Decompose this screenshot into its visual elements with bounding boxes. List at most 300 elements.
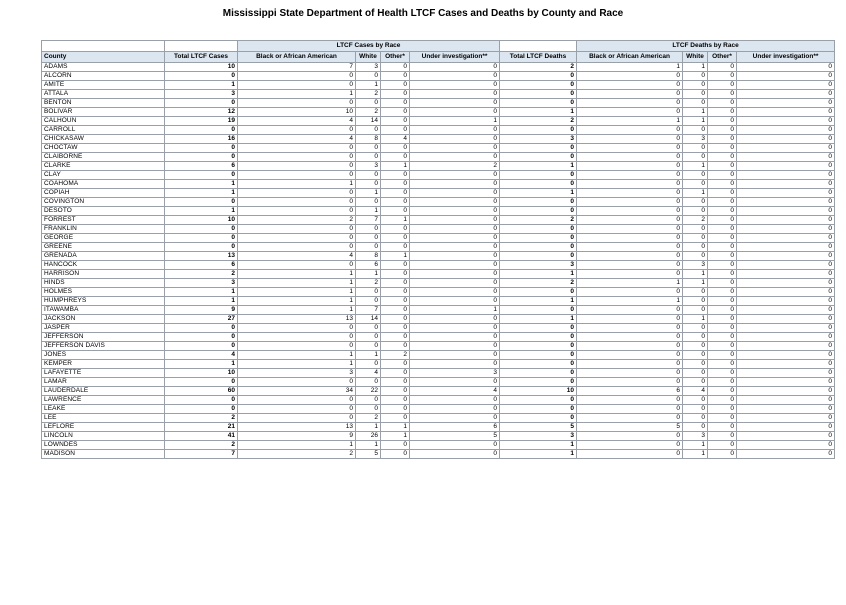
cell-cases-white: 0 bbox=[356, 360, 381, 369]
cell-cases-under-investigation: 0 bbox=[410, 324, 500, 333]
cell-cases-white: 14 bbox=[356, 117, 381, 126]
cell-deaths-other: 0 bbox=[708, 378, 737, 387]
cell-cases-other: 0 bbox=[381, 189, 410, 198]
cell-total-cases: 16 bbox=[165, 135, 238, 144]
cell-deaths-under-investigation: 0 bbox=[737, 225, 835, 234]
cell-deaths-other: 0 bbox=[708, 72, 737, 81]
cell-cases-under-investigation: 0 bbox=[410, 180, 500, 189]
cell-cases-under-investigation: 0 bbox=[410, 297, 500, 306]
cell-total-cases: 0 bbox=[165, 99, 238, 108]
cell-cases-black: 0 bbox=[238, 261, 356, 270]
cell-deaths-black: 0 bbox=[577, 207, 683, 216]
cell-cases-white: 7 bbox=[356, 306, 381, 315]
cell-cases-black: 1 bbox=[238, 90, 356, 99]
cell-cases-under-investigation: 0 bbox=[410, 441, 500, 450]
cell-deaths-black: 0 bbox=[577, 162, 683, 171]
cell-cases-other: 0 bbox=[381, 297, 410, 306]
table-row bbox=[42, 153, 835, 162]
cell-county: HANCOCK bbox=[42, 261, 165, 270]
cell-deaths-other: 0 bbox=[708, 423, 737, 432]
cell-county: HOLMES bbox=[42, 288, 165, 297]
cell-deaths-under-investigation: 0 bbox=[737, 432, 835, 441]
cell-total-cases: 6 bbox=[165, 162, 238, 171]
cell-total-cases: 1 bbox=[165, 288, 238, 297]
cell-total-deaths: 3 bbox=[500, 432, 577, 441]
cell-total-deaths: 0 bbox=[500, 333, 577, 342]
cell-total-cases: 0 bbox=[165, 171, 238, 180]
cell-total-deaths: 0 bbox=[500, 81, 577, 90]
cell-deaths-white: 0 bbox=[683, 351, 708, 360]
cell-total-deaths: 0 bbox=[500, 378, 577, 387]
cell-deaths-white: 0 bbox=[683, 198, 708, 207]
cell-county: GEORGE bbox=[42, 234, 165, 243]
cell-total-deaths: 0 bbox=[500, 144, 577, 153]
cell-total-cases: 27 bbox=[165, 315, 238, 324]
cell-deaths-white: 1 bbox=[683, 117, 708, 126]
cell-cases-under-investigation: 0 bbox=[410, 405, 500, 414]
cell-cases-white: 1 bbox=[356, 270, 381, 279]
cell-cases-other: 0 bbox=[381, 306, 410, 315]
cell-deaths-white: 0 bbox=[683, 180, 708, 189]
cell-cases-white: 26 bbox=[356, 432, 381, 441]
cell-total-deaths: 0 bbox=[500, 243, 577, 252]
cell-cases-black: 4 bbox=[238, 117, 356, 126]
cell-deaths-under-investigation: 0 bbox=[737, 315, 835, 324]
cell-county: CARROLL bbox=[42, 126, 165, 135]
cell-deaths-under-investigation: 0 bbox=[737, 333, 835, 342]
table-row bbox=[42, 441, 835, 450]
cell-deaths-under-investigation: 0 bbox=[737, 261, 835, 270]
cell-deaths-black: 0 bbox=[577, 99, 683, 108]
table-row bbox=[42, 135, 835, 144]
cell-deaths-under-investigation: 0 bbox=[737, 126, 835, 135]
cell-total-cases: 0 bbox=[165, 243, 238, 252]
cell-cases-under-investigation: 0 bbox=[410, 108, 500, 117]
cell-cases-other: 0 bbox=[381, 342, 410, 351]
cell-deaths-black: 0 bbox=[577, 324, 683, 333]
cell-cases-white: 5 bbox=[356, 450, 381, 459]
cell-deaths-white: 1 bbox=[683, 189, 708, 198]
cell-total-cases: 7 bbox=[165, 450, 238, 459]
cell-total-cases: 9 bbox=[165, 306, 238, 315]
cell-cases-under-investigation: 0 bbox=[410, 207, 500, 216]
cell-cases-other: 0 bbox=[381, 81, 410, 90]
column-header-county: County bbox=[42, 52, 165, 63]
table-row bbox=[42, 72, 835, 81]
ltcf-table bbox=[41, 40, 835, 459]
table-row bbox=[42, 243, 835, 252]
cell-deaths-black: 0 bbox=[577, 333, 683, 342]
cell-deaths-under-investigation: 0 bbox=[737, 324, 835, 333]
cell-total-deaths: 0 bbox=[500, 414, 577, 423]
cell-deaths-white: 0 bbox=[683, 81, 708, 90]
cell-cases-other: 0 bbox=[381, 207, 410, 216]
cell-cases-black: 0 bbox=[238, 234, 356, 243]
table-row bbox=[42, 270, 835, 279]
cell-total-deaths: 0 bbox=[500, 306, 577, 315]
cell-deaths-other: 0 bbox=[708, 405, 737, 414]
column-header-row bbox=[42, 52, 835, 63]
cell-deaths-other: 0 bbox=[708, 351, 737, 360]
cell-cases-under-investigation: 0 bbox=[410, 288, 500, 297]
cell-cases-under-investigation: 0 bbox=[410, 216, 500, 225]
cell-county: JASPER bbox=[42, 324, 165, 333]
cell-deaths-black: 0 bbox=[577, 171, 683, 180]
cell-deaths-other: 0 bbox=[708, 342, 737, 351]
cell-cases-other: 0 bbox=[381, 126, 410, 135]
cell-deaths-other: 0 bbox=[708, 396, 737, 405]
cell-cases-black: 0 bbox=[238, 189, 356, 198]
cell-cases-black: 4 bbox=[238, 135, 356, 144]
cell-deaths-white: 1 bbox=[683, 279, 708, 288]
cell-cases-white: 4 bbox=[356, 369, 381, 378]
cell-cases-black: 1 bbox=[238, 306, 356, 315]
cell-cases-white: 1 bbox=[356, 423, 381, 432]
cell-deaths-under-investigation: 0 bbox=[737, 216, 835, 225]
cell-total-deaths: 0 bbox=[500, 153, 577, 162]
cell-deaths-other: 0 bbox=[708, 306, 737, 315]
cell-deaths-under-investigation: 0 bbox=[737, 207, 835, 216]
cell-cases-under-investigation: 0 bbox=[410, 63, 500, 72]
cell-cases-white: 1 bbox=[356, 441, 381, 450]
cell-county: LOWNDES bbox=[42, 441, 165, 450]
cell-total-cases: 0 bbox=[165, 324, 238, 333]
cases-group-header: LTCF Cases by Race bbox=[238, 41, 500, 52]
cell-total-deaths: 0 bbox=[500, 126, 577, 135]
cell-deaths-white: 1 bbox=[683, 108, 708, 117]
cell-cases-white: 0 bbox=[356, 288, 381, 297]
cell-deaths-other: 0 bbox=[708, 108, 737, 117]
cell-cases-white: 0 bbox=[356, 234, 381, 243]
cell-county: JEFFERSON DAVIS bbox=[42, 342, 165, 351]
table-row bbox=[42, 99, 835, 108]
table-row bbox=[42, 333, 835, 342]
cell-cases-under-investigation: 4 bbox=[410, 387, 500, 396]
cell-deaths-black: 0 bbox=[577, 261, 683, 270]
cell-cases-black: 0 bbox=[238, 396, 356, 405]
cell-deaths-black: 0 bbox=[577, 180, 683, 189]
cell-deaths-white: 0 bbox=[683, 423, 708, 432]
cell-total-cases: 1 bbox=[165, 207, 238, 216]
cell-cases-black: 2 bbox=[238, 450, 356, 459]
cell-cases-other: 0 bbox=[381, 315, 410, 324]
cell-deaths-black: 0 bbox=[577, 405, 683, 414]
cell-deaths-white: 0 bbox=[683, 306, 708, 315]
cell-deaths-under-investigation: 0 bbox=[737, 414, 835, 423]
cell-county: CLAY bbox=[42, 171, 165, 180]
cell-deaths-under-investigation: 0 bbox=[737, 135, 835, 144]
cell-cases-under-investigation: 5 bbox=[410, 432, 500, 441]
cell-cases-other: 0 bbox=[381, 396, 410, 405]
cell-cases-under-investigation: 0 bbox=[410, 252, 500, 261]
cell-deaths-under-investigation: 0 bbox=[737, 360, 835, 369]
cell-cases-white: 0 bbox=[356, 405, 381, 414]
cell-deaths-white: 0 bbox=[683, 225, 708, 234]
cell-deaths-black: 5 bbox=[577, 423, 683, 432]
cell-county: AMITE bbox=[42, 81, 165, 90]
cell-deaths-under-investigation: 0 bbox=[737, 405, 835, 414]
table-row bbox=[42, 225, 835, 234]
cell-county: JACKSON bbox=[42, 315, 165, 324]
group-spacer bbox=[500, 41, 577, 52]
cell-cases-other: 0 bbox=[381, 234, 410, 243]
table-row bbox=[42, 342, 835, 351]
cell-cases-white: 0 bbox=[356, 243, 381, 252]
cell-cases-other: 0 bbox=[381, 378, 410, 387]
cell-cases-white: 2 bbox=[356, 90, 381, 99]
cell-total-cases: 10 bbox=[165, 216, 238, 225]
cell-deaths-black: 0 bbox=[577, 189, 683, 198]
cell-total-cases: 21 bbox=[165, 423, 238, 432]
table-row bbox=[42, 351, 835, 360]
table-row bbox=[42, 432, 835, 441]
cell-total-deaths: 0 bbox=[500, 405, 577, 414]
cell-deaths-black: 0 bbox=[577, 360, 683, 369]
cell-cases-under-investigation: 0 bbox=[410, 279, 500, 288]
cell-cases-black: 1 bbox=[238, 297, 356, 306]
cell-cases-other: 0 bbox=[381, 288, 410, 297]
cell-cases-black: 0 bbox=[238, 144, 356, 153]
table-row bbox=[42, 324, 835, 333]
cell-county: LAMAR bbox=[42, 378, 165, 387]
cell-cases-under-investigation: 0 bbox=[410, 243, 500, 252]
cell-cases-other: 0 bbox=[381, 405, 410, 414]
cell-deaths-white: 4 bbox=[683, 387, 708, 396]
cell-deaths-white: 0 bbox=[683, 414, 708, 423]
cell-total-deaths: 1 bbox=[500, 441, 577, 450]
cell-deaths-under-investigation: 0 bbox=[737, 342, 835, 351]
cell-deaths-under-investigation: 0 bbox=[737, 144, 835, 153]
cell-cases-black: 0 bbox=[238, 414, 356, 423]
cell-total-cases: 0 bbox=[165, 72, 238, 81]
cell-cases-other: 4 bbox=[381, 135, 410, 144]
cell-cases-white: 0 bbox=[356, 180, 381, 189]
cell-deaths-white: 0 bbox=[683, 324, 708, 333]
cell-cases-other: 0 bbox=[381, 333, 410, 342]
cell-total-cases: 2 bbox=[165, 414, 238, 423]
cell-cases-white: 0 bbox=[356, 333, 381, 342]
cell-county: FORREST bbox=[42, 216, 165, 225]
cell-deaths-black: 0 bbox=[577, 108, 683, 117]
cell-deaths-white: 0 bbox=[683, 333, 708, 342]
cell-county: HINDS bbox=[42, 279, 165, 288]
cell-deaths-white: 3 bbox=[683, 261, 708, 270]
table-row bbox=[42, 261, 835, 270]
cell-cases-under-investigation: 0 bbox=[410, 225, 500, 234]
cell-deaths-under-investigation: 0 bbox=[737, 117, 835, 126]
cell-deaths-other: 0 bbox=[708, 252, 737, 261]
cell-cases-other: 0 bbox=[381, 180, 410, 189]
cell-deaths-black: 0 bbox=[577, 243, 683, 252]
cell-deaths-under-investigation: 0 bbox=[737, 162, 835, 171]
cell-cases-under-investigation: 0 bbox=[410, 198, 500, 207]
cell-total-cases: 10 bbox=[165, 63, 238, 72]
cell-deaths-other: 0 bbox=[708, 153, 737, 162]
cell-county: ADAMS bbox=[42, 63, 165, 72]
column-header-deaths-black: Black or African American bbox=[577, 52, 683, 63]
cell-total-cases: 3 bbox=[165, 90, 238, 99]
cell-total-deaths: 1 bbox=[500, 315, 577, 324]
cell-county: MADISON bbox=[42, 450, 165, 459]
cell-deaths-other: 0 bbox=[708, 90, 737, 99]
cell-deaths-other: 0 bbox=[708, 126, 737, 135]
cell-total-deaths: 0 bbox=[500, 90, 577, 99]
cell-deaths-under-investigation: 0 bbox=[737, 450, 835, 459]
cell-cases-white: 22 bbox=[356, 387, 381, 396]
cell-cases-other: 0 bbox=[381, 270, 410, 279]
cell-total-cases: 0 bbox=[165, 333, 238, 342]
cell-deaths-under-investigation: 0 bbox=[737, 306, 835, 315]
cell-county: LEFLORE bbox=[42, 423, 165, 432]
cell-total-cases: 1 bbox=[165, 297, 238, 306]
cell-cases-white: 0 bbox=[356, 378, 381, 387]
cell-deaths-black: 0 bbox=[577, 216, 683, 225]
cell-cases-under-investigation: 0 bbox=[410, 360, 500, 369]
cell-total-cases: 13 bbox=[165, 252, 238, 261]
cell-cases-black: 0 bbox=[238, 126, 356, 135]
cell-cases-under-investigation: 3 bbox=[410, 369, 500, 378]
cell-cases-other: 0 bbox=[381, 144, 410, 153]
cell-deaths-other: 0 bbox=[708, 360, 737, 369]
cell-cases-black: 1 bbox=[238, 180, 356, 189]
cell-deaths-other: 0 bbox=[708, 63, 737, 72]
cell-cases-under-investigation: 0 bbox=[410, 189, 500, 198]
cell-cases-other: 0 bbox=[381, 369, 410, 378]
cell-deaths-other: 0 bbox=[708, 261, 737, 270]
column-header-total-cases: Total LTCF Cases bbox=[165, 52, 238, 63]
cell-deaths-black: 0 bbox=[577, 135, 683, 144]
cell-total-deaths: 2 bbox=[500, 63, 577, 72]
cell-cases-black: 0 bbox=[238, 333, 356, 342]
cell-total-deaths: 0 bbox=[500, 324, 577, 333]
cell-deaths-other: 0 bbox=[708, 432, 737, 441]
cell-deaths-black: 0 bbox=[577, 81, 683, 90]
cell-total-deaths: 1 bbox=[500, 189, 577, 198]
cell-deaths-under-investigation: 0 bbox=[737, 279, 835, 288]
cell-county: LEAKE bbox=[42, 405, 165, 414]
cell-deaths-black: 0 bbox=[577, 378, 683, 387]
cell-cases-other: 0 bbox=[381, 279, 410, 288]
cell-cases-other: 0 bbox=[381, 261, 410, 270]
cell-deaths-white: 3 bbox=[683, 135, 708, 144]
group-spacer bbox=[165, 41, 238, 52]
cell-deaths-under-investigation: 0 bbox=[737, 81, 835, 90]
table-row bbox=[42, 144, 835, 153]
cell-deaths-other: 0 bbox=[708, 387, 737, 396]
cell-deaths-other: 0 bbox=[708, 333, 737, 342]
cell-total-cases: 1 bbox=[165, 360, 238, 369]
cell-total-deaths: 0 bbox=[500, 396, 577, 405]
table-row bbox=[42, 396, 835, 405]
cell-county: CHOCTAW bbox=[42, 144, 165, 153]
cell-county: COPIAH bbox=[42, 189, 165, 198]
cell-deaths-under-investigation: 0 bbox=[737, 180, 835, 189]
cell-total-cases: 0 bbox=[165, 144, 238, 153]
cell-total-deaths: 1 bbox=[500, 270, 577, 279]
table-row bbox=[42, 450, 835, 459]
cell-total-cases: 41 bbox=[165, 432, 238, 441]
cell-total-deaths: 0 bbox=[500, 351, 577, 360]
cell-cases-white: 3 bbox=[356, 162, 381, 171]
table-row bbox=[42, 288, 835, 297]
cell-deaths-other: 0 bbox=[708, 162, 737, 171]
cell-cases-white: 6 bbox=[356, 261, 381, 270]
cell-deaths-white: 0 bbox=[683, 99, 708, 108]
cell-deaths-black: 0 bbox=[577, 396, 683, 405]
cell-cases-other: 1 bbox=[381, 423, 410, 432]
cell-deaths-other: 0 bbox=[708, 207, 737, 216]
cell-deaths-under-investigation: 0 bbox=[737, 288, 835, 297]
cell-deaths-other: 0 bbox=[708, 243, 737, 252]
cell-cases-under-investigation: 0 bbox=[410, 234, 500, 243]
cell-deaths-other: 0 bbox=[708, 180, 737, 189]
cell-cases-other: 0 bbox=[381, 360, 410, 369]
cell-cases-white: 8 bbox=[356, 135, 381, 144]
cell-deaths-black: 0 bbox=[577, 225, 683, 234]
table-row bbox=[42, 252, 835, 261]
cell-deaths-white: 1 bbox=[683, 162, 708, 171]
cell-cases-black: 7 bbox=[238, 63, 356, 72]
cell-total-deaths: 0 bbox=[500, 342, 577, 351]
cell-cases-black: 0 bbox=[238, 162, 356, 171]
cell-deaths-black: 1 bbox=[577, 117, 683, 126]
cell-cases-black: 1 bbox=[238, 270, 356, 279]
table-row bbox=[42, 234, 835, 243]
cell-cases-other: 2 bbox=[381, 351, 410, 360]
cell-total-cases: 0 bbox=[165, 225, 238, 234]
cell-total-cases: 10 bbox=[165, 369, 238, 378]
cell-county: COAHOMA bbox=[42, 180, 165, 189]
cell-cases-other: 0 bbox=[381, 90, 410, 99]
cell-deaths-under-investigation: 0 bbox=[737, 63, 835, 72]
cell-cases-under-investigation: 0 bbox=[410, 171, 500, 180]
cell-total-cases: 0 bbox=[165, 153, 238, 162]
cell-deaths-white: 1 bbox=[683, 63, 708, 72]
cell-deaths-white: 1 bbox=[683, 450, 708, 459]
column-header-cases-other: Other* bbox=[381, 52, 410, 63]
cell-county: LEE bbox=[42, 414, 165, 423]
column-header-total-deaths: Total LTCF Deaths bbox=[500, 52, 577, 63]
cell-deaths-white: 0 bbox=[683, 72, 708, 81]
cell-cases-under-investigation: 0 bbox=[410, 450, 500, 459]
cell-cases-black: 3 bbox=[238, 369, 356, 378]
cell-total-cases: 0 bbox=[165, 198, 238, 207]
cell-total-deaths: 2 bbox=[500, 117, 577, 126]
cell-cases-other: 0 bbox=[381, 99, 410, 108]
cell-total-deaths: 1 bbox=[500, 162, 577, 171]
cell-total-deaths: 0 bbox=[500, 369, 577, 378]
cell-deaths-white: 0 bbox=[683, 144, 708, 153]
cell-deaths-white: 0 bbox=[683, 378, 708, 387]
table-row bbox=[42, 369, 835, 378]
cell-total-cases: 4 bbox=[165, 351, 238, 360]
cell-total-deaths: 0 bbox=[500, 225, 577, 234]
cell-deaths-black: 0 bbox=[577, 288, 683, 297]
cell-cases-black: 0 bbox=[238, 405, 356, 414]
cell-deaths-under-investigation: 0 bbox=[737, 108, 835, 117]
cell-deaths-under-investigation: 0 bbox=[737, 171, 835, 180]
cell-deaths-under-investigation: 0 bbox=[737, 297, 835, 306]
cell-cases-black: 0 bbox=[238, 243, 356, 252]
cell-deaths-under-investigation: 0 bbox=[737, 369, 835, 378]
cell-cases-other: 0 bbox=[381, 441, 410, 450]
cell-cases-white: 1 bbox=[356, 351, 381, 360]
cell-deaths-white: 0 bbox=[683, 126, 708, 135]
cell-deaths-under-investigation: 0 bbox=[737, 441, 835, 450]
cell-cases-other: 0 bbox=[381, 414, 410, 423]
table-row bbox=[42, 315, 835, 324]
table-row bbox=[42, 306, 835, 315]
